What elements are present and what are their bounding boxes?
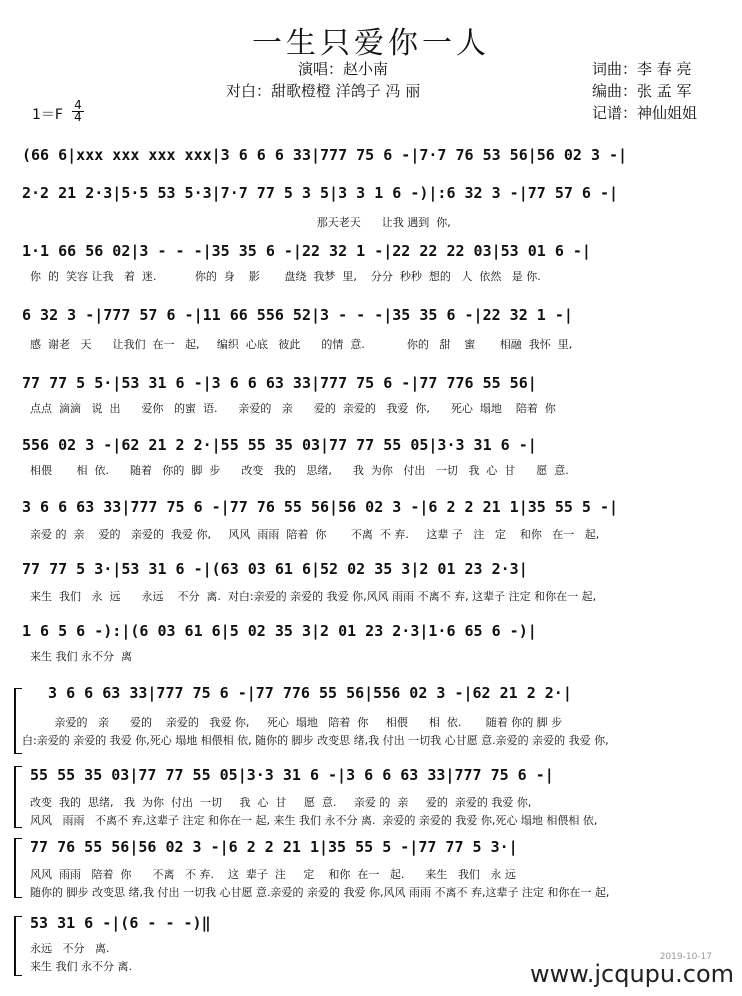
lyricist-credit: 词曲：李 春 亮	[592, 60, 692, 78]
notation-line: 556 02 3 -|62 21 2 2·|55 55 35 03|77 77 55 05|3·3 31 6 -|	[22, 436, 537, 454]
lyric-line: 相偎 相 依. 随着 你的 脚 步 改变 我的 思绪, 我 为你 付出 一切 我 心 甘 愿 意.	[30, 464, 569, 477]
dialogue-line: 风风 雨雨 不离不 弃,这辈子 注定 和你在一 起, 来生 我们 永不分 离. 亲爱的 亲爱的 我爱 你,死心 塌地 相偎相 依,	[30, 814, 598, 827]
lyric-line: 来生 我们 永 远 永远 不分 离. 对白:亲爱的 亲爱的 我爱 你,风风 雨雨 不离不 弃, 这辈子 注定 和你在一 起,	[30, 590, 597, 603]
arranger-credit: 编曲：张 孟 军	[592, 82, 692, 100]
song-title: 一生只爱你一人	[252, 26, 490, 61]
dialogue-credit: 对白：甜歌橙橙 洋鸽子 冯 丽	[226, 82, 421, 100]
part-brace	[14, 838, 22, 898]
lyric-line: 风风 雨雨 陪着 你 不离 不 弃. 这 辈子 注 定 和你 在一 起. 来生 我们 永 远	[30, 868, 516, 881]
notation-line: 3 6 6 63 33|777 75 6 -|77 776 55 56|556 02 3 -|62 21 2 2·|	[30, 684, 572, 702]
notation-line: 55 55 35 03|77 77 55 05|3·3 31 6 -|3 6 6 63 33|777 75 6 -|	[30, 766, 554, 784]
lyric-line: 亲爱 的 亲 爱的 亲爱的 我爱 你, 风风 雨雨 陪着 你 不离 不 弃. 这辈 子 注 定 和你 在一 起,	[30, 528, 600, 541]
notation-line: 77 76 55 56|56 02 3 -|6 2 2 21 1|35 55 5 -|77 77 5 3·|	[30, 838, 518, 856]
dialogue-line: 随你的 脚步 改变思 绪,我 付出 一切我 心甘愿 意.亲爱的 亲爱的 我爱 你,风风 雨雨 不离不 弃,这辈子 注定 和你在一 起,	[30, 886, 610, 899]
dialogue-line: 白:亲爱的 亲爱的 我爱 你,死心 塌地 相偎相 依, 随你的 脚步 改变思 绪,我 付出 一切我 心甘愿 意.亲爱的 亲爱的 我爱 你,	[22, 734, 609, 747]
lyric-line: 亲爱的 亲 爱的 亲爱的 我爱 你, 死心 塌地 陪着 你 相偎 相 依. 随着 你的 脚 步	[30, 716, 563, 729]
lyric-line: 感 谢老 天 让我们 在一 起, 编织 心底 彼此 的情 意. 你的 甜 蜜 相融 我怀 里,	[30, 338, 573, 351]
time-signature	[72, 100, 84, 123]
notation-line: 1·1 66 56 02|3 - - -|35 35 6 -|22 32 1 -|22 22 22 03|53 01 6 -|	[22, 242, 591, 260]
site-watermark: www.jcqupu.com	[530, 960, 734, 988]
notation-line: 53 31 6 -|(6 - - -)‖	[30, 914, 211, 932]
notation-line: 1 6 5 6 -):|(6 03 61 6|5 02 35 3|2 01 23 2·3|1·6 65 6 -)|	[22, 622, 537, 640]
part-brace	[14, 916, 22, 976]
date-stamp: 2019-10-17	[659, 952, 712, 962]
transcriber-credit: 记谱：神仙姐姐	[592, 104, 698, 122]
notation-line: 3 6 6 63 33|777 75 6 -|77 76 55 56|56 02 3 -|6 2 2 21 1|35 55 5 -|	[22, 498, 619, 516]
lyric-line: 那天老天 让我 遇到 你,	[30, 216, 451, 229]
notation-line: 77 77 5 5·|53 31 6 -|3 6 6 63 33|777 75 6 -|77 776 55 56|	[22, 374, 537, 392]
notation-line: 6 32 3 -|777 57 6 -|11 66 556 52|3 - - -|35 35 6 -|22 32 1 -|	[22, 306, 573, 324]
notation-line: 2·2 21 2·3|5·5 53 5·3|7·7 77 5 3 5|3 3 1 6 -)|:6 32 3 -|77 57 6 -|	[22, 184, 619, 202]
time-signature-top: 4	[74, 98, 82, 112]
key-signature: 1＝F	[32, 107, 63, 123]
notation-line: 77 77 5 3·|53 31 6 -|(63 03 61 6|52 02 35 3|2 01 23 2·3|	[22, 560, 528, 578]
part-brace	[14, 766, 22, 828]
part-brace	[14, 688, 22, 754]
singer-credit: 演唱：赵小南	[298, 60, 389, 78]
lyric-line: 改变 我的 思绪, 我 为你 付出 一切 我 心 甘 愿 意. 亲爱 的 亲 爱的 亲爱的 我爱 你,	[30, 796, 532, 809]
lyric-line: 永远 不分 离.	[30, 942, 110, 955]
notation-line: (66 6|xxx xxx xxx xxx|3 6 6 6 33|777 75 6 -|7·7 76 53 56|56 02 3 -|	[22, 146, 628, 164]
lyric-line: 来生 我们 永不分 离	[30, 650, 132, 663]
lyric-line: 你 的 笑容 让我 着 迷. 你的 身 影 盘绕 我梦 里, 分分 秒秒 想的 人 依然 是 你.	[30, 270, 541, 283]
dialogue-line: 来生 我们 永不分 离.	[30, 960, 132, 973]
time-signature-bottom: 4	[72, 111, 84, 123]
lyric-line: 点点 滴滴 说 出 爱你 的蜜 语. 亲爱的 亲 爱的 亲爱的 我爱 你, 死心 塌地 陪着 你	[30, 402, 556, 415]
